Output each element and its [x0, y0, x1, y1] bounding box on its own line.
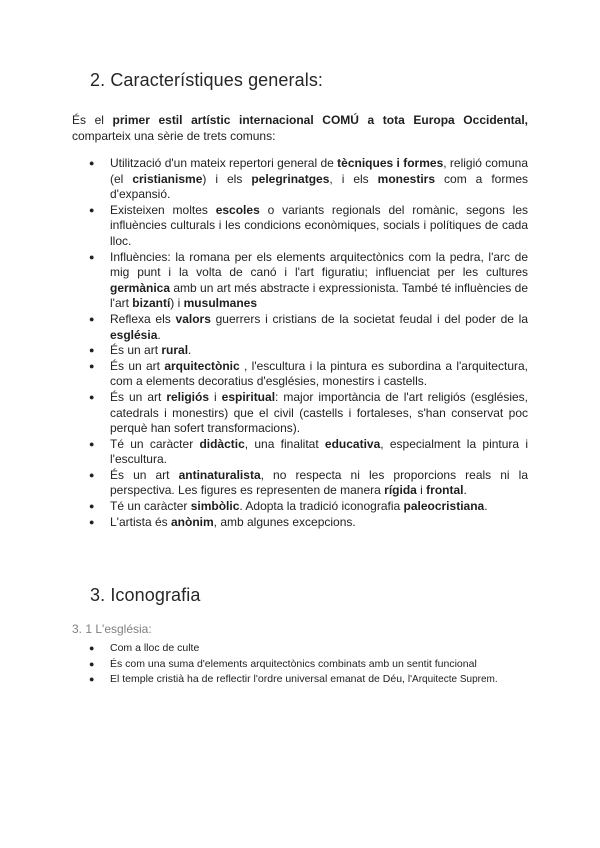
list-item: ● El temple cristià ha de reflectir l'ordre universal emanat de Déu, l'Arquitecte Suprem.: [72, 672, 528, 688]
list-item: ● Reflexa els valors guerrers i cristians de la societat feudal i del poder de la església.: [89, 311, 528, 342]
church-list: [72, 641, 528, 688]
list-item: ● Influències: la romana per els elements arquitectònics com la pedra, l'arc de mig punt i la volta de canó i l'art figuratiu; influenciat per les cultures germànica amb un art més abstracte i expressionista. També té influències de l'art bizantí) i musulmanes: [89, 249, 528, 311]
list-item: ● Té un caràcter didàctic, una finalitat educativa, especialment la pintura i l'escultura.: [89, 436, 528, 467]
bullet-icon: ●: [89, 469, 95, 480]
list-item: ● És com una suma d'elements arquitectònics combinats amb un sentit funcional: [72, 657, 528, 673]
subsection-heading: 3. 1 L'església:: [72, 622, 152, 636]
list-item: ● Té un caràcter simbòlic. Adopta la tradició iconografia paleocristiana.: [89, 499, 488, 514]
list-item: ● L'artista és anònim, amb algunes excepcions.: [89, 514, 356, 529]
intro-bold: primer estil artístic internacional COMÚ a tota Europa Occidental,: [112, 113, 528, 127]
intro-text: És el: [72, 113, 113, 127]
bullet-icon: ●: [89, 360, 95, 371]
bullet-icon: ●: [89, 204, 95, 215]
list-item: ● Utilització d'un mateix repertori general de tècniques i formes, religió comuna (el cristianisme) i els pelegrinatges, i els monestirs com a formes d'expansió.: [89, 156, 529, 202]
list-item: ● Existeixen moltes escoles o variants regionals del romànic, segons les influències culturals i les condicions econòmiques, socials i polítiques de cada lloc.: [89, 202, 529, 248]
section-3-heading: 3. Iconografia: [90, 585, 201, 605]
characteristics-list: [72, 156, 528, 530]
section-2-heading: 2. Característiques generals:: [90, 70, 324, 90]
intro-text-end: comparteix una sèrie de trets comuns:: [72, 129, 276, 143]
list-item: ● És un art arquitectònic , l'escultura i la pintura es subordina a l'arquitectura, com a elements decoratius d'esglésies, monestirs i castells.: [89, 358, 528, 389]
list-item: ● Com a lloc de culte: [72, 641, 528, 657]
bullet-icon: ●: [89, 158, 95, 168]
list-item: ● És un art rural.: [89, 343, 192, 358]
bullet-icon: ●: [89, 391, 95, 402]
section-2-intro: [72, 112, 528, 144]
bullet-icon: ●: [89, 251, 95, 262]
bullet-icon: ●: [89, 438, 95, 449]
list-item: ● És un art religiós i espiritual: major importància de l'art religiós (esglésies, catedrals i monestirs) que el civil (castells i fortaleses, s'han conservat poc perquè han sofert transformacions).: [89, 389, 529, 436]
bullet-icon: ●: [89, 501, 95, 512]
bullet-icon: ●: [89, 674, 95, 684]
bullet-icon: ●: [89, 643, 95, 653]
bullet-icon: ●: [89, 516, 95, 527]
bullet-icon: ●: [89, 345, 95, 356]
bullet-icon: ●: [89, 313, 95, 324]
list-item: ● És un art antinaturalista, no respecta ni les proporcions reals ni la perspectiva. Les figures es representen de manera rígida i frontal.: [89, 467, 529, 498]
bullet-icon: ●: [89, 658, 95, 669]
